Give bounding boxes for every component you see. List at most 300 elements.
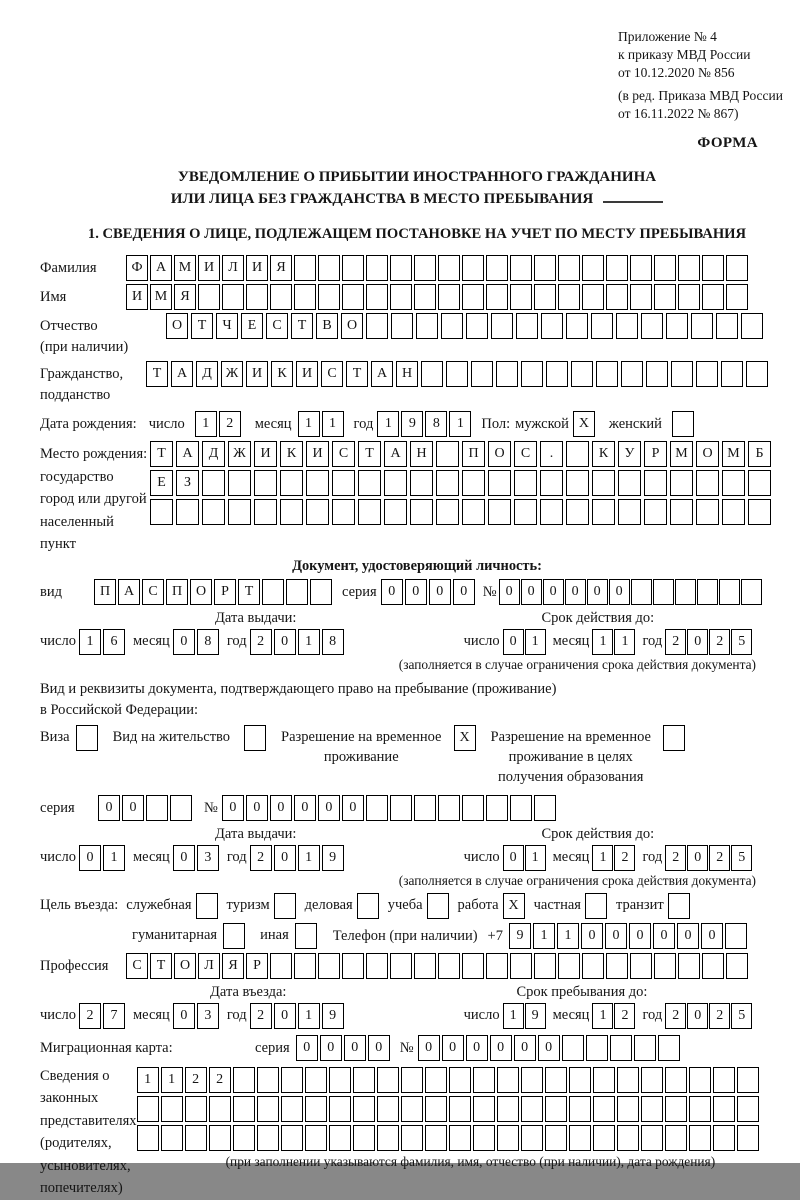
char-cell[interactable]: 2: [709, 845, 730, 871]
char-cell[interactable]: 2: [79, 1003, 101, 1029]
char-cell[interactable]: 2: [665, 1003, 686, 1029]
char-cell[interactable]: [534, 795, 556, 821]
char-cell[interactable]: [414, 255, 436, 281]
char-cell[interactable]: 0: [653, 923, 675, 949]
char-cell[interactable]: [257, 1067, 279, 1093]
char-cell[interactable]: 0: [429, 579, 451, 605]
char-cell[interactable]: С: [142, 579, 164, 605]
char-cell[interactable]: С: [514, 441, 537, 467]
char-cell[interactable]: 0: [629, 923, 651, 949]
char-cell[interactable]: 9: [509, 923, 531, 949]
char-cell[interactable]: [748, 499, 771, 525]
char-cell[interactable]: [390, 953, 412, 979]
char-cell[interactable]: [358, 499, 381, 525]
char-cell[interactable]: М: [150, 284, 172, 310]
char-cell[interactable]: 0: [246, 795, 268, 821]
char-cell[interactable]: [534, 284, 556, 310]
char-cell[interactable]: [510, 255, 532, 281]
char-cell[interactable]: [582, 255, 604, 281]
char-cell[interactable]: [449, 1125, 471, 1151]
char-cell[interactable]: И: [246, 255, 268, 281]
char-cell[interactable]: О: [696, 441, 719, 467]
char-cell[interactable]: [294, 953, 316, 979]
char-cell[interactable]: [146, 795, 168, 821]
char-cell[interactable]: [281, 1125, 303, 1151]
char-cell[interactable]: [270, 284, 292, 310]
char-cell[interactable]: [654, 953, 676, 979]
char-cell[interactable]: [366, 284, 388, 310]
char-cell[interactable]: 2: [250, 845, 272, 871]
char-cell[interactable]: 2: [614, 1003, 635, 1029]
char-cell[interactable]: [558, 953, 580, 979]
char-cell[interactable]: 5: [731, 629, 752, 655]
char-cell[interactable]: 0: [687, 845, 708, 871]
char-cell[interactable]: [228, 499, 251, 525]
char-cell[interactable]: 0: [503, 629, 524, 655]
char-cell[interactable]: [390, 795, 412, 821]
char-cell[interactable]: 0: [466, 1035, 488, 1061]
char-cell[interactable]: [366, 313, 388, 339]
char-cell[interactable]: М: [722, 441, 745, 467]
char-cell[interactable]: И: [306, 441, 329, 467]
char-cell[interactable]: [176, 499, 199, 525]
char-cell[interactable]: [342, 284, 364, 310]
char-cell[interactable]: [545, 1067, 567, 1093]
char-cell[interactable]: [593, 1067, 615, 1093]
char-cell[interactable]: [473, 1096, 495, 1122]
char-cell[interactable]: [390, 255, 412, 281]
char-cell[interactable]: [666, 313, 688, 339]
char-cell[interactable]: Ф: [126, 255, 148, 281]
char-cell[interactable]: [675, 579, 696, 605]
char-cell[interactable]: В: [316, 313, 338, 339]
char-cell[interactable]: [488, 470, 511, 496]
char-cell[interactable]: [357, 893, 379, 919]
char-cell[interactable]: [641, 1125, 663, 1151]
char-cell[interactable]: [305, 1067, 327, 1093]
char-cell[interactable]: [716, 313, 738, 339]
char-cell[interactable]: [737, 1096, 759, 1122]
title-blank-line[interactable]: [603, 198, 663, 203]
char-cell[interactable]: [471, 361, 493, 387]
char-cell[interactable]: Т: [146, 361, 168, 387]
char-cell[interactable]: [462, 953, 484, 979]
char-cell[interactable]: [741, 313, 763, 339]
char-cell[interactable]: [541, 313, 563, 339]
char-cell[interactable]: X: [454, 725, 476, 751]
char-cell[interactable]: [671, 361, 693, 387]
char-cell[interactable]: 1: [137, 1067, 159, 1093]
char-cell[interactable]: [497, 1125, 519, 1151]
char-cell[interactable]: [569, 1096, 591, 1122]
char-cell[interactable]: [274, 893, 296, 919]
char-cell[interactable]: [510, 953, 532, 979]
char-cell[interactable]: К: [280, 441, 303, 467]
char-cell[interactable]: [257, 1096, 279, 1122]
char-cell[interactable]: [665, 1125, 687, 1151]
char-cell[interactable]: [384, 499, 407, 525]
char-cell[interactable]: [353, 1067, 375, 1093]
char-cell[interactable]: [582, 953, 604, 979]
char-cell[interactable]: [305, 1125, 327, 1151]
char-cell[interactable]: [390, 284, 412, 310]
char-cell[interactable]: 0: [173, 629, 195, 655]
char-cell[interactable]: Т: [238, 579, 260, 605]
char-cell[interactable]: П: [166, 579, 188, 605]
char-cell[interactable]: [438, 284, 460, 310]
char-cell[interactable]: 1: [377, 411, 399, 437]
char-cell[interactable]: [617, 1096, 639, 1122]
char-cell[interactable]: [726, 284, 748, 310]
char-cell[interactable]: Т: [358, 441, 381, 467]
char-cell[interactable]: 9: [322, 845, 344, 871]
char-cell[interactable]: [521, 1067, 543, 1093]
char-cell[interactable]: [585, 893, 607, 919]
char-cell[interactable]: [228, 470, 251, 496]
char-cell[interactable]: [497, 1067, 519, 1093]
char-cell[interactable]: [670, 470, 693, 496]
char-cell[interactable]: [76, 725, 98, 751]
char-cell[interactable]: 0: [342, 795, 364, 821]
char-cell[interactable]: 1: [503, 1003, 524, 1029]
char-cell[interactable]: [566, 441, 589, 467]
char-cell[interactable]: [449, 1067, 471, 1093]
char-cell[interactable]: [223, 923, 245, 949]
char-cell[interactable]: К: [271, 361, 293, 387]
char-cell[interactable]: [663, 725, 685, 751]
char-cell[interactable]: Д: [202, 441, 225, 467]
char-cell[interactable]: М: [174, 255, 196, 281]
char-cell[interactable]: [606, 953, 628, 979]
char-cell[interactable]: [646, 361, 668, 387]
char-cell[interactable]: [593, 1125, 615, 1151]
char-cell[interactable]: 0: [609, 579, 630, 605]
char-cell[interactable]: [436, 441, 459, 467]
char-cell[interactable]: 0: [79, 845, 101, 871]
char-cell[interactable]: [540, 470, 563, 496]
char-cell[interactable]: [281, 1067, 303, 1093]
char-cell[interactable]: [462, 499, 485, 525]
char-cell[interactable]: [486, 255, 508, 281]
char-cell[interactable]: [514, 470, 537, 496]
char-cell[interactable]: [668, 893, 690, 919]
char-cell[interactable]: [257, 1125, 279, 1151]
char-cell[interactable]: Б: [748, 441, 771, 467]
char-cell[interactable]: 8: [425, 411, 447, 437]
char-cell[interactable]: 8: [322, 629, 344, 655]
char-cell[interactable]: 2: [665, 845, 686, 871]
char-cell[interactable]: [725, 923, 747, 949]
char-cell[interactable]: 0: [318, 795, 340, 821]
char-cell[interactable]: 0: [503, 845, 524, 871]
char-cell[interactable]: [566, 470, 589, 496]
char-cell[interactable]: А: [150, 255, 172, 281]
char-cell[interactable]: [329, 1067, 351, 1093]
char-cell[interactable]: [280, 499, 303, 525]
char-cell[interactable]: [634, 1035, 656, 1061]
char-cell[interactable]: 0: [543, 579, 564, 605]
char-cell[interactable]: [713, 1096, 735, 1122]
char-cell[interactable]: [318, 255, 340, 281]
char-cell[interactable]: [591, 313, 613, 339]
char-cell[interactable]: [497, 1096, 519, 1122]
char-cell[interactable]: 0: [274, 845, 296, 871]
char-cell[interactable]: [185, 1125, 207, 1151]
char-cell[interactable]: 1: [592, 845, 613, 871]
char-cell[interactable]: 0: [687, 1003, 708, 1029]
char-cell[interactable]: [410, 499, 433, 525]
char-cell[interactable]: С: [126, 953, 148, 979]
char-cell[interactable]: 7: [103, 1003, 125, 1029]
char-cell[interactable]: М: [670, 441, 693, 467]
char-cell[interactable]: [462, 470, 485, 496]
char-cell[interactable]: [592, 499, 615, 525]
char-cell[interactable]: 1: [525, 629, 546, 655]
char-cell[interactable]: [644, 499, 667, 525]
char-cell[interactable]: 1: [298, 1003, 320, 1029]
char-cell[interactable]: [254, 499, 277, 525]
char-cell[interactable]: [441, 313, 463, 339]
char-cell[interactable]: [270, 953, 292, 979]
char-cell[interactable]: [332, 499, 355, 525]
char-cell[interactable]: [571, 361, 593, 387]
char-cell[interactable]: А: [371, 361, 393, 387]
char-cell[interactable]: [545, 1125, 567, 1151]
char-cell[interactable]: 1: [298, 845, 320, 871]
char-cell[interactable]: П: [462, 441, 485, 467]
char-cell[interactable]: [737, 1125, 759, 1151]
char-cell[interactable]: [672, 411, 694, 437]
char-cell[interactable]: [514, 499, 537, 525]
char-cell[interactable]: [202, 470, 225, 496]
char-cell[interactable]: [696, 361, 718, 387]
char-cell[interactable]: О: [341, 313, 363, 339]
char-cell[interactable]: 0: [581, 923, 603, 949]
char-cell[interactable]: [332, 470, 355, 496]
char-cell[interactable]: [621, 361, 643, 387]
char-cell[interactable]: 2: [709, 629, 730, 655]
char-cell[interactable]: [488, 499, 511, 525]
char-cell[interactable]: [689, 1067, 711, 1093]
char-cell[interactable]: [491, 313, 513, 339]
char-cell[interactable]: Р: [214, 579, 236, 605]
char-cell[interactable]: [185, 1096, 207, 1122]
char-cell[interactable]: [534, 953, 556, 979]
char-cell[interactable]: [377, 1067, 399, 1093]
char-cell[interactable]: 0: [677, 923, 699, 949]
char-cell[interactable]: 9: [322, 1003, 344, 1029]
char-cell[interactable]: [566, 313, 588, 339]
char-cell[interactable]: 0: [368, 1035, 390, 1061]
char-cell[interactable]: Д: [196, 361, 218, 387]
char-cell[interactable]: [610, 1035, 632, 1061]
char-cell[interactable]: [741, 579, 762, 605]
char-cell[interactable]: 0: [294, 795, 316, 821]
char-cell[interactable]: [306, 470, 329, 496]
char-cell[interactable]: [366, 953, 388, 979]
char-cell[interactable]: [425, 1067, 447, 1093]
char-cell[interactable]: Е: [150, 470, 173, 496]
char-cell[interactable]: [586, 1035, 608, 1061]
char-cell[interactable]: [353, 1096, 375, 1122]
char-cell[interactable]: [198, 284, 220, 310]
char-cell[interactable]: [596, 361, 618, 387]
char-cell[interactable]: 1: [298, 629, 320, 655]
char-cell[interactable]: Л: [222, 255, 244, 281]
char-cell[interactable]: [658, 1035, 680, 1061]
char-cell[interactable]: [262, 579, 284, 605]
char-cell[interactable]: [562, 1035, 584, 1061]
char-cell[interactable]: 0: [490, 1035, 512, 1061]
char-cell[interactable]: [329, 1125, 351, 1151]
char-cell[interactable]: [410, 470, 433, 496]
char-cell[interactable]: [196, 893, 218, 919]
char-cell[interactable]: 0: [98, 795, 120, 821]
char-cell[interactable]: [401, 1125, 423, 1151]
char-cell[interactable]: 0: [453, 579, 475, 605]
char-cell[interactable]: 0: [274, 1003, 296, 1029]
char-cell[interactable]: [305, 1096, 327, 1122]
char-cell[interactable]: 1: [103, 845, 125, 871]
char-cell[interactable]: 1: [557, 923, 579, 949]
char-cell[interactable]: [689, 1096, 711, 1122]
char-cell[interactable]: 0: [381, 579, 403, 605]
char-cell[interactable]: 1: [614, 629, 635, 655]
char-cell[interactable]: [462, 255, 484, 281]
char-cell[interactable]: [209, 1125, 231, 1151]
char-cell[interactable]: [233, 1096, 255, 1122]
char-cell[interactable]: 0: [344, 1035, 366, 1061]
char-cell[interactable]: [540, 499, 563, 525]
char-cell[interactable]: X: [503, 893, 525, 919]
char-cell[interactable]: 3: [197, 845, 219, 871]
char-cell[interactable]: [746, 361, 768, 387]
char-cell[interactable]: 6: [103, 629, 125, 655]
char-cell[interactable]: 0: [173, 1003, 195, 1029]
char-cell[interactable]: Т: [346, 361, 368, 387]
char-cell[interactable]: П: [94, 579, 116, 605]
char-cell[interactable]: Я: [174, 284, 196, 310]
char-cell[interactable]: [202, 499, 225, 525]
char-cell[interactable]: 0: [587, 579, 608, 605]
char-cell[interactable]: [137, 1125, 159, 1151]
char-cell[interactable]: [678, 284, 700, 310]
char-cell[interactable]: [222, 284, 244, 310]
char-cell[interactable]: [516, 313, 538, 339]
char-cell[interactable]: [617, 1125, 639, 1151]
char-cell[interactable]: [462, 795, 484, 821]
char-cell[interactable]: 5: [731, 1003, 752, 1029]
char-cell[interactable]: З: [176, 470, 199, 496]
char-cell[interactable]: 0: [701, 923, 723, 949]
char-cell[interactable]: [726, 953, 748, 979]
char-cell[interactable]: 1: [592, 1003, 613, 1029]
char-cell[interactable]: Ч: [216, 313, 238, 339]
char-cell[interactable]: [286, 579, 308, 605]
char-cell[interactable]: .: [540, 441, 563, 467]
char-cell[interactable]: 1: [592, 629, 613, 655]
char-cell[interactable]: [446, 361, 468, 387]
char-cell[interactable]: [466, 313, 488, 339]
char-cell[interactable]: [427, 893, 449, 919]
char-cell[interactable]: Т: [191, 313, 213, 339]
char-cell[interactable]: [566, 499, 589, 525]
char-cell[interactable]: 0: [418, 1035, 440, 1061]
char-cell[interactable]: [521, 1125, 543, 1151]
char-cell[interactable]: 2: [250, 629, 272, 655]
char-cell[interactable]: 0: [222, 795, 244, 821]
char-cell[interactable]: [691, 313, 713, 339]
char-cell[interactable]: [246, 284, 268, 310]
char-cell[interactable]: [721, 361, 743, 387]
char-cell[interactable]: С: [321, 361, 343, 387]
char-cell[interactable]: [582, 284, 604, 310]
char-cell[interactable]: 8: [197, 629, 219, 655]
char-cell[interactable]: [137, 1096, 159, 1122]
char-cell[interactable]: [630, 953, 652, 979]
char-cell[interactable]: [653, 579, 674, 605]
char-cell[interactable]: Н: [410, 441, 433, 467]
char-cell[interactable]: О: [488, 441, 511, 467]
char-cell[interactable]: Р: [246, 953, 268, 979]
char-cell[interactable]: 2: [614, 845, 635, 871]
char-cell[interactable]: [558, 255, 580, 281]
char-cell[interactable]: [654, 255, 676, 281]
char-cell[interactable]: [209, 1096, 231, 1122]
char-cell[interactable]: [593, 1096, 615, 1122]
char-cell[interactable]: О: [174, 953, 196, 979]
char-cell[interactable]: [569, 1125, 591, 1151]
char-cell[interactable]: [722, 470, 745, 496]
char-cell[interactable]: [713, 1067, 735, 1093]
char-cell[interactable]: [486, 953, 508, 979]
char-cell[interactable]: [401, 1067, 423, 1093]
char-cell[interactable]: 0: [296, 1035, 318, 1061]
char-cell[interactable]: Н: [396, 361, 418, 387]
char-cell[interactable]: [425, 1125, 447, 1151]
char-cell[interactable]: [449, 1096, 471, 1122]
char-cell[interactable]: О: [190, 579, 212, 605]
char-cell[interactable]: 0: [499, 579, 520, 605]
char-cell[interactable]: [438, 953, 460, 979]
char-cell[interactable]: [678, 953, 700, 979]
char-cell[interactable]: [318, 953, 340, 979]
char-cell[interactable]: 0: [173, 845, 195, 871]
char-cell[interactable]: Р: [644, 441, 667, 467]
char-cell[interactable]: [436, 499, 459, 525]
char-cell[interactable]: [384, 470, 407, 496]
char-cell[interactable]: [702, 953, 724, 979]
char-cell[interactable]: [510, 284, 532, 310]
char-cell[interactable]: [641, 313, 663, 339]
char-cell[interactable]: X: [573, 411, 595, 437]
char-cell[interactable]: И: [254, 441, 277, 467]
char-cell[interactable]: [329, 1096, 351, 1122]
char-cell[interactable]: [353, 1125, 375, 1151]
char-cell[interactable]: [233, 1125, 255, 1151]
char-cell[interactable]: 1: [525, 845, 546, 871]
char-cell[interactable]: [377, 1096, 399, 1122]
char-cell[interactable]: [170, 795, 192, 821]
char-cell[interactable]: [438, 795, 460, 821]
char-cell[interactable]: [665, 1096, 687, 1122]
char-cell[interactable]: [496, 361, 518, 387]
char-cell[interactable]: 0: [521, 579, 542, 605]
char-cell[interactable]: [521, 361, 543, 387]
char-cell[interactable]: [306, 499, 329, 525]
char-cell[interactable]: [702, 255, 724, 281]
char-cell[interactable]: 1: [533, 923, 555, 949]
